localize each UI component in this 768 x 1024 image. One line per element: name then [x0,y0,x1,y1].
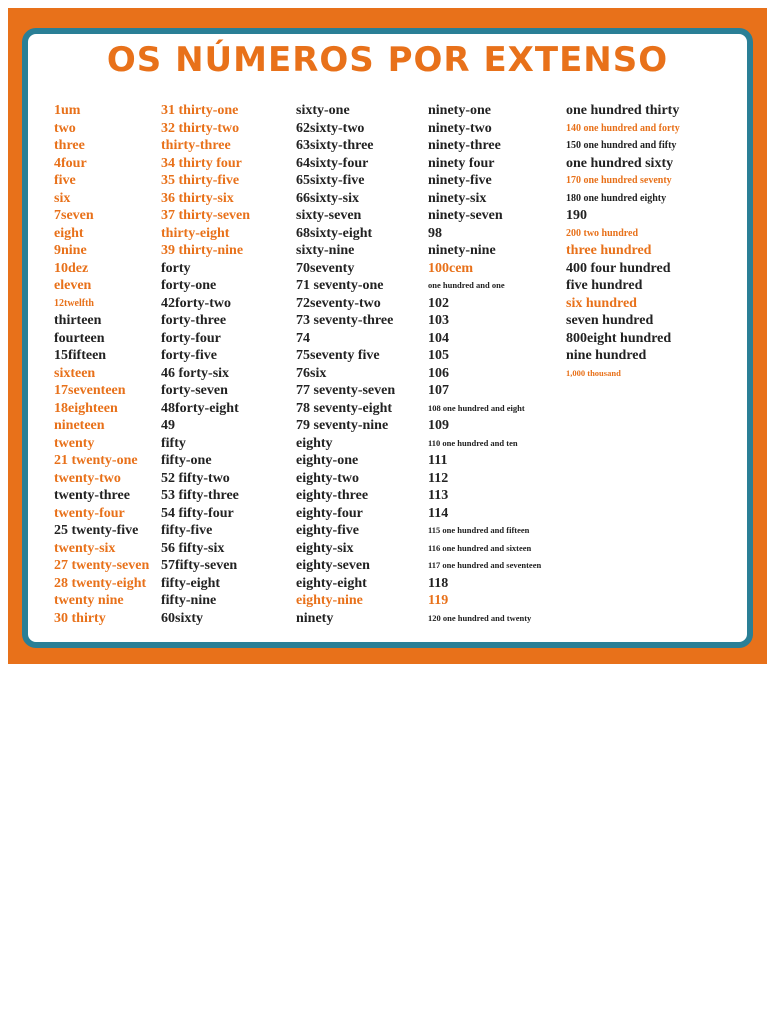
number-entry: sixty-seven [296,208,362,223]
number-entry: 34 thirty four [161,155,242,171]
number-entry: seven hundred [566,313,654,328]
number-entry: 76six [296,365,327,381]
number-entry: five hundred [566,278,643,293]
number-entry: 108 one hundred and eight [428,402,525,413]
number-entry: 104 [428,330,449,346]
number-entry: 53 fifty-three [161,488,239,503]
number-entry: 32 thirty-two [161,120,240,136]
number-entry: 12twelfth [54,297,94,309]
number-entry: twenty [54,435,95,451]
number-entry: 4four [54,155,87,171]
number-entry: forty-seven [161,383,228,398]
number-entry: 39 thirty-nine [161,243,244,258]
number-entry: eighty-two [296,470,359,486]
number-entry: 52 fifty-two [161,470,230,486]
number-entry: ninety-five [428,173,492,188]
number-entry: twenty-two [54,470,121,486]
number-entry: ninety-one [428,103,491,118]
number-entry: 54 fifty-four [161,505,234,521]
number-entry: 113 [428,488,449,503]
number-entry: six hundred [566,295,637,311]
number-card [22,28,753,648]
number-entry: eighty [296,435,333,451]
number-entry: 115 one hundred and fifteen [428,525,530,535]
number-entry: 65sixty-five [296,173,365,188]
number-entry: two [54,120,76,136]
number-entry: 400 four hundred [566,260,671,276]
number-entry: 70seventy [296,260,355,276]
number-entry: 31 thirty-one [161,103,239,118]
number-entry: 112 [428,470,449,486]
number-entry: 98 [428,225,442,241]
number-entry: 106 [428,365,449,381]
number-entry: sixteen [54,365,96,381]
number-entry: 56 fifty-six [161,540,225,556]
number-entry: 28 twenty-eight [54,575,147,591]
column-4 [428,102,541,627]
number-entry: 200 two hundred [566,227,639,239]
number-entry: 74 [296,330,310,346]
number-entry: 117 one hundred and seventeen [428,560,542,570]
column-5 [566,102,680,382]
number-entry: 102 [428,295,449,311]
number-entry: 68sixty-eight [296,225,373,241]
number-entry: fifty-five [161,523,213,538]
number-entry: 72seventy-two [296,295,381,311]
number-entry: 79 seventy-nine [296,418,389,433]
number-entry: forty-one [161,278,217,293]
number-entry: eight [54,225,84,241]
number-entry: forty-three [161,313,227,328]
number-entry: ninety four [428,155,495,171]
number-entry: eighty-three [296,488,369,503]
number-entry: 35 thirty-five [161,173,240,188]
number-entry: 7seven [54,208,94,223]
number-entry: fifty-one [161,453,212,468]
number-entry: ninety-nine [428,243,496,258]
number-entry: eighty-one [296,453,359,468]
number-entry: sixty-nine [296,243,355,258]
number-entry: thirteen [54,313,102,328]
poster-background [8,8,767,664]
number-entry: 170 one hundred seventy [566,175,672,186]
number-entry: 118 [428,575,449,591]
number-entry: 111 [428,453,448,468]
number-entry: eighty-nine [296,593,363,608]
number-entry: twenty nine [54,593,124,608]
number-entry: ninety-two [428,120,492,136]
number-entry: 18eighteen [54,400,118,416]
number-entry: 71 seventy-one [296,278,384,293]
number-entry: eighty-seven [296,558,370,573]
number-entry: 37 thirty-seven [161,208,251,223]
number-entry: one hundred and one [428,280,505,290]
number-entry: 105 [428,348,449,363]
number-entry: one hundred sixty [566,155,674,171]
number-entry: 190 [566,208,587,223]
number-entry: 10dez [54,260,89,276]
number-entry: ninety-three [428,138,501,153]
number-entry: 66sixty-six [296,190,359,206]
number-entry: 107 [428,383,449,398]
number-entry: 21 twenty-one [54,453,138,468]
number-entry: three [54,138,85,153]
number-entry: 64sixty-four [296,155,369,171]
number-entry: 180 one hundred eighty [566,192,667,204]
number-entry: thirty-three [161,138,231,153]
number-entry: 114 [428,505,449,521]
number-entry: fourteen [54,330,105,346]
number-entry: 75seventy five [296,348,380,363]
number-entry: 120 one hundred and twenty [428,612,532,623]
number-entry: fifty-nine [161,593,217,608]
number-entry: 30 thirty [54,610,106,626]
number-entry: eighty-five [296,523,359,538]
number-entry: 9nine [54,243,87,258]
number-entry: twenty-six [54,540,116,556]
number-entry: one hundred thirty [566,103,680,118]
number-entry: sixty-one [296,103,350,118]
number-entry: eighty-six [296,540,354,556]
number-entry: fifty-eight [161,575,221,591]
number-entry: ninety-seven [428,208,503,223]
number-entry: 60sixty [161,610,203,626]
number-entry: 119 [428,593,449,608]
number-entry: 63sixty-three [296,138,374,153]
number-entry: 140 one hundred and forty [566,122,680,134]
number-entry: 73 seventy-three [296,313,394,328]
number-entry: 110 one hundred and ten [428,437,518,448]
number-entry: 27 twenty-seven [54,558,150,573]
number-entry: three hundred [566,243,652,258]
number-entry: eighty-four [296,505,363,521]
number-entry: 1,000 thousand [566,367,621,378]
number-entry: 25 twenty-five [54,523,139,538]
number-entry: 46 forty-six [161,365,230,381]
number-entry: 42forty-two [161,295,231,311]
number-entry: 150 one hundred and fifty [566,140,677,151]
number-entry: 1um [54,103,81,118]
number-entry: eleven [54,278,92,293]
column-2 [161,102,250,627]
column-3 [296,102,395,627]
number-entry: nineteen [54,418,105,433]
number-entry: 78 seventy-eight [296,400,393,416]
number-entry: fifty [161,435,186,451]
number-entry: 15fifteen [54,348,107,363]
number-entry: 57fifty-seven [161,558,238,573]
number-entry: 109 [428,418,449,433]
number-entry: forty-five [161,348,217,363]
number-entry: 77 seventy-seven [296,383,396,398]
number-entry: ninety [296,610,334,626]
number-entry: 49 [161,418,175,433]
number-entry: ninety-six [428,190,487,206]
number-entry: forty-four [161,330,221,346]
number-entry: twenty-three [54,488,130,503]
number-entry: five [54,173,76,188]
page-title: OS NÚMEROS POR EXTENSO [106,40,669,80]
number-entry: 116 one hundred and sixteen [428,542,532,553]
number-entry: 17seventeen [54,383,126,398]
number-entry: eighty-eight [296,575,367,591]
number-entry: 36 thirty-six [161,190,234,206]
number-entry: forty [161,260,191,276]
number-entry: nine hundred [566,348,647,363]
number-entry: 48forty-eight [161,400,239,416]
number-entry: 62sixty-two [296,120,365,136]
number-entry: twenty-four [54,505,125,521]
number-entry: six [54,190,71,206]
number-entry: thirty-eight [161,225,230,241]
column-1 [54,102,149,627]
number-entry: 103 [428,313,449,328]
number-entry: 800eight hundred [566,330,672,346]
number-entry: 100cem [428,260,474,276]
